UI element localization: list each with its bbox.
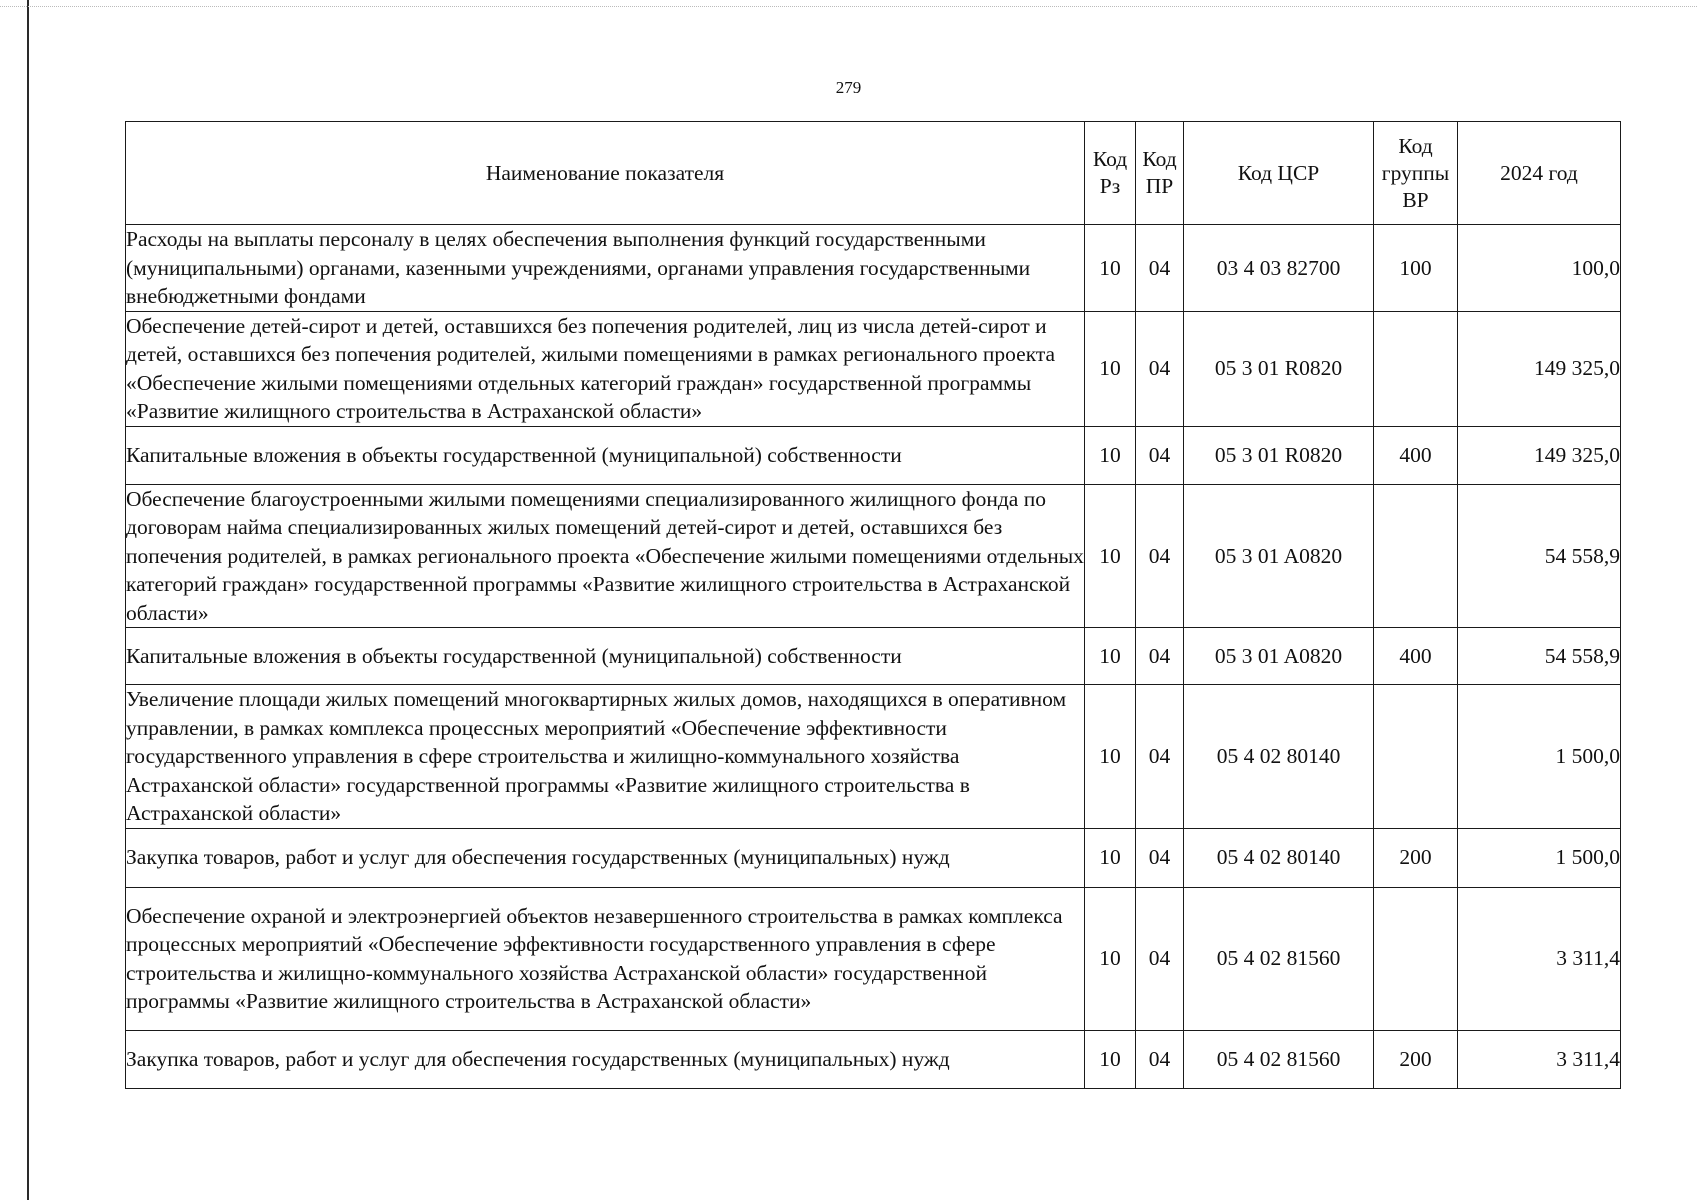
row-rz-cell: 10: [1085, 426, 1136, 484]
row-vr-cell: 400: [1374, 426, 1458, 484]
row-name-cell: Закупка товаров, работ и услуг для обеспечения государственных (муниципальных) нужд: [126, 1030, 1085, 1088]
row-pr-cell: 04: [1136, 426, 1184, 484]
row-name-cell: Увеличение площади жилых помещений многоквартирных жилых домов, находящихся в оперативном управлении, в рамках комплекса процессных мероприятий «Обеспечение эффективности государственного управления в сфере строительства и жилищно-коммунального хозяйства Астраханской области» государственной программы «Развитие жилищного строительства в Астраханской области»: [126, 685, 1085, 829]
row-vr-cell: 100: [1374, 225, 1458, 312]
table-header: [126, 122, 1621, 225]
row-csr-cell: 05 4 02 80140: [1184, 828, 1374, 887]
row-pr-cell: 04: [1136, 311, 1184, 426]
row-csr-cell: 05 4 02 81560: [1184, 1030, 1374, 1088]
header-year: 2024 год: [1458, 122, 1621, 225]
table-row: [126, 484, 1621, 628]
row-amount-cell: 100,0: [1458, 225, 1621, 312]
row-csr-cell: 05 3 01 R0820: [1184, 426, 1374, 484]
row-vr-cell: [1374, 311, 1458, 426]
row-amount-cell: 149 325,0: [1458, 311, 1621, 426]
header-name: Наименование показателя: [126, 122, 1085, 225]
row-rz-cell: 10: [1085, 887, 1136, 1030]
row-vr-cell: [1374, 887, 1458, 1030]
row-rz-cell: 10: [1085, 311, 1136, 426]
row-name-cell: Капитальные вложения в объекты государственной (муниципальной) собственности: [126, 426, 1085, 484]
row-name-cell: Капитальные вложения в объекты государственной (муниципальной) собственности: [126, 628, 1085, 685]
row-amount-cell: 3 311,4: [1458, 887, 1621, 1030]
row-pr-cell: 04: [1136, 484, 1184, 628]
row-rz-cell: 10: [1085, 484, 1136, 628]
row-csr-cell: 05 4 02 81560: [1184, 887, 1374, 1030]
row-pr-cell: 04: [1136, 828, 1184, 887]
row-csr-cell: 03 4 03 82700: [1184, 225, 1374, 312]
table-row: [126, 628, 1621, 685]
row-csr-cell: 05 3 01 A0820: [1184, 484, 1374, 628]
header-rz: Код Рз: [1085, 122, 1136, 225]
row-vr-cell: 400: [1374, 628, 1458, 685]
row-amount-cell: 1 500,0: [1458, 828, 1621, 887]
row-vr-cell: 200: [1374, 828, 1458, 887]
row-pr-cell: 04: [1136, 887, 1184, 1030]
page-number: 279: [835, 78, 862, 97]
table-row: [126, 225, 1621, 312]
row-rz-cell: 10: [1085, 1030, 1136, 1088]
row-csr-cell: 05 3 01 R0820: [1184, 311, 1374, 426]
row-pr-cell: 04: [1136, 628, 1184, 685]
table-row: [126, 426, 1621, 484]
row-vr-cell: [1374, 484, 1458, 628]
row-rz-cell: 10: [1085, 225, 1136, 312]
row-amount-cell: 54 558,9: [1458, 484, 1621, 628]
row-pr-cell: 04: [1136, 225, 1184, 312]
row-vr-cell: [1374, 685, 1458, 829]
table-row: [126, 887, 1621, 1030]
table-row: [126, 828, 1621, 887]
row-pr-cell: 04: [1136, 1030, 1184, 1088]
row-amount-cell: 54 558,9: [1458, 628, 1621, 685]
row-csr-cell: 05 3 01 A0820: [1184, 628, 1374, 685]
header-row: [126, 122, 1621, 225]
header-csr: Код ЦСР: [1184, 122, 1374, 225]
header-pr: Код ПР: [1136, 122, 1184, 225]
row-name-cell: Обеспечение благоустроенными жилыми помещениями специализированного жилищного фонда по договорам найма специализированных жилых помещений детей-сирот и детей, оставшихся без попечения родителей, в рамках регионального проекта «Обеспечение жилыми помещениями отдельных категорий граждан» государственной программы «Развитие жилищного строительства в Астраханской области»: [126, 484, 1085, 628]
table-row: [126, 1030, 1621, 1088]
row-pr-cell: 04: [1136, 685, 1184, 829]
row-rz-cell: 10: [1085, 685, 1136, 829]
budget-table: [125, 121, 1621, 1089]
row-rz-cell: 10: [1085, 628, 1136, 685]
table-row: [126, 685, 1621, 829]
scan-top-edge: [0, 6, 1697, 7]
row-amount-cell: 1 500,0: [1458, 685, 1621, 829]
row-name-cell: Обеспечение детей-сирот и детей, оставшихся без попечения родителей, лиц из числа детей-сирот и детей, оставшихся без попечения родителей, жилыми помещениями в рамках регионального проекта «Обеспечение жилыми помещениями отдельных категорий граждан» государственной программы «Развитие жилищного строительства в Астраханской области»: [126, 311, 1085, 426]
row-amount-cell: 3 311,4: [1458, 1030, 1621, 1088]
table-row: [126, 311, 1621, 426]
scan-left-edge: [27, 0, 29, 1200]
table-body: [126, 225, 1621, 1089]
row-rz-cell: 10: [1085, 828, 1136, 887]
row-name-cell: Обеспечение охраной и электроэнергией объектов незавершенного строительства в рамках комплекса процессных мероприятий «Обеспечение эффективности государственного управления в сфере строительства и жилищно-коммунального хозяйства Астраханской области» государственной программы «Развитие жилищного строительства в Астраханской области»: [126, 887, 1085, 1030]
row-vr-cell: 200: [1374, 1030, 1458, 1088]
row-name-cell: Закупка товаров, работ и услуг для обеспечения государственных (муниципальных) нужд: [126, 828, 1085, 887]
row-csr-cell: 05 4 02 80140: [1184, 685, 1374, 829]
row-name-cell: Расходы на выплаты персоналу в целях обеспечения выполнения функций государственными (муниципальными) органами, казенными учреждениями, органами управления государственными внебюджетными фондами: [126, 225, 1085, 312]
row-amount-cell: 149 325,0: [1458, 426, 1621, 484]
header-vr: Код группы ВР: [1374, 122, 1458, 225]
